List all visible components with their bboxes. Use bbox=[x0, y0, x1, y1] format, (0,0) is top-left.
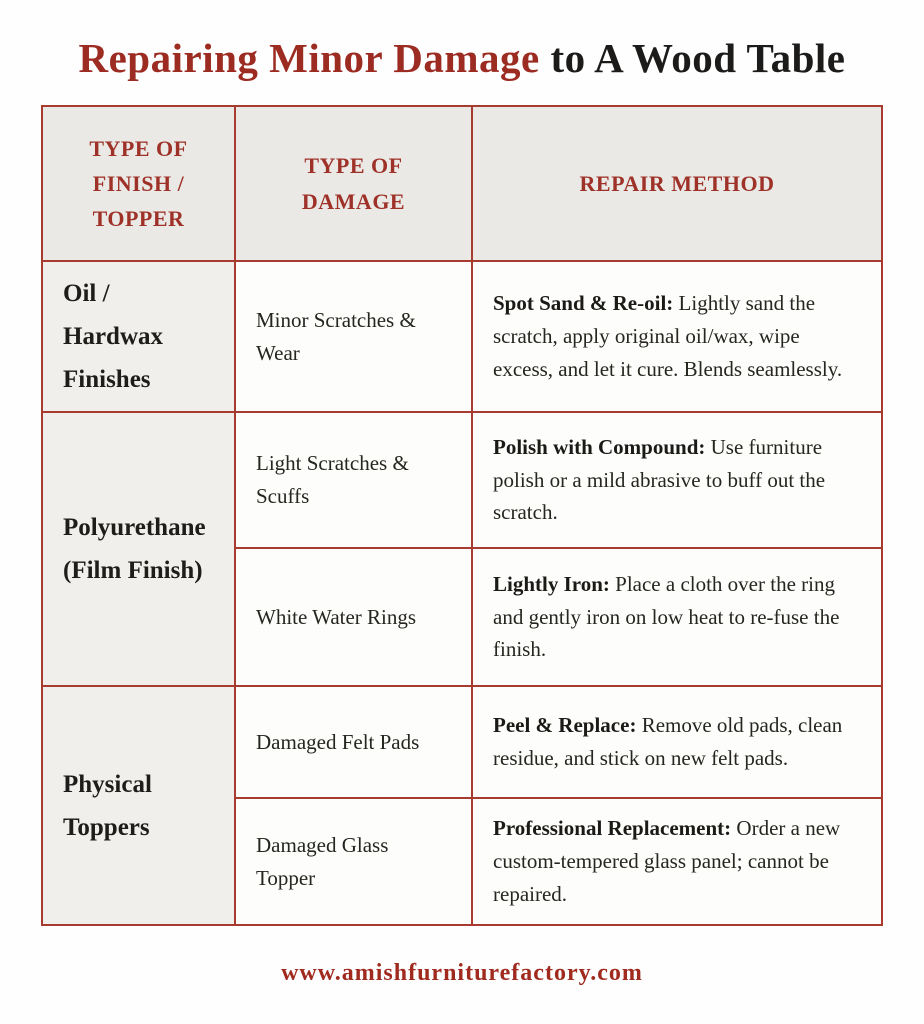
method-cell bbox=[472, 261, 882, 412]
method-lead-text: Lightly Iron: bbox=[493, 571, 610, 596]
method-lead-text: Peel & Replace: bbox=[493, 713, 637, 738]
method-rest-text: Use furniture polish or a mild abrasive to buff out the scratch. bbox=[493, 434, 826, 525]
damage-cell: Light Scratches & Scuffs bbox=[235, 412, 472, 548]
method-cell bbox=[472, 686, 882, 798]
header-type-of-damage: TYPE OF DAMAGE bbox=[235, 106, 472, 261]
title-rest-text: to A Wood Table bbox=[539, 35, 846, 81]
repair-table bbox=[41, 105, 883, 926]
method-cell bbox=[472, 798, 882, 925]
website-url: www.amishfurniturefactory.com bbox=[281, 960, 643, 986]
table-row bbox=[42, 412, 882, 548]
method-rest-text: Lightly sand the scratch, apply original oil/wax, wipe excess, and let it cure. Blends seamlessly. bbox=[493, 291, 843, 381]
table-header-row bbox=[42, 106, 882, 261]
method-lead-text: Polish with Compound: bbox=[493, 434, 706, 459]
method-cell bbox=[472, 548, 882, 686]
method-rest-text: Place a cloth over the ring and gently iron on low heat to re-fuse the finish. bbox=[493, 571, 840, 662]
damage-cell: Minor Scratches & Wear bbox=[235, 261, 472, 412]
damage-cell: Damaged Felt Pads bbox=[235, 686, 472, 798]
page-title bbox=[0, 34, 924, 82]
finish-cell-physical-toppers: Physical Toppers bbox=[42, 686, 235, 925]
damage-cell: White Water Rings bbox=[235, 548, 472, 686]
method-cell bbox=[472, 412, 882, 548]
method-rest-text: Order a new custom-tempered glass panel; cannot be repaired. bbox=[493, 816, 841, 906]
finish-cell-polyurethane: Polyurethane (Film Finish) bbox=[42, 412, 235, 686]
table-row bbox=[42, 686, 882, 798]
method-lead-text: Spot Sand & Re-oil: bbox=[493, 291, 674, 316]
damage-cell: Damaged Glass Topper bbox=[235, 798, 472, 925]
finish-cell-oil-hardwax: Oil / Hardwax Finishes bbox=[42, 261, 235, 412]
table-row bbox=[42, 261, 882, 412]
header-repair-method: REPAIR METHOD bbox=[472, 106, 882, 261]
method-lead-text: Professional Replacement: bbox=[493, 816, 732, 841]
method-rest-text: Remove old pads, clean residue, and stick on new felt pads. bbox=[493, 713, 843, 770]
header-type-of-finish: TYPE OF FINISH / TOPPER bbox=[42, 106, 235, 261]
title-accent-text: Repairing Minor Damage bbox=[78, 35, 540, 81]
